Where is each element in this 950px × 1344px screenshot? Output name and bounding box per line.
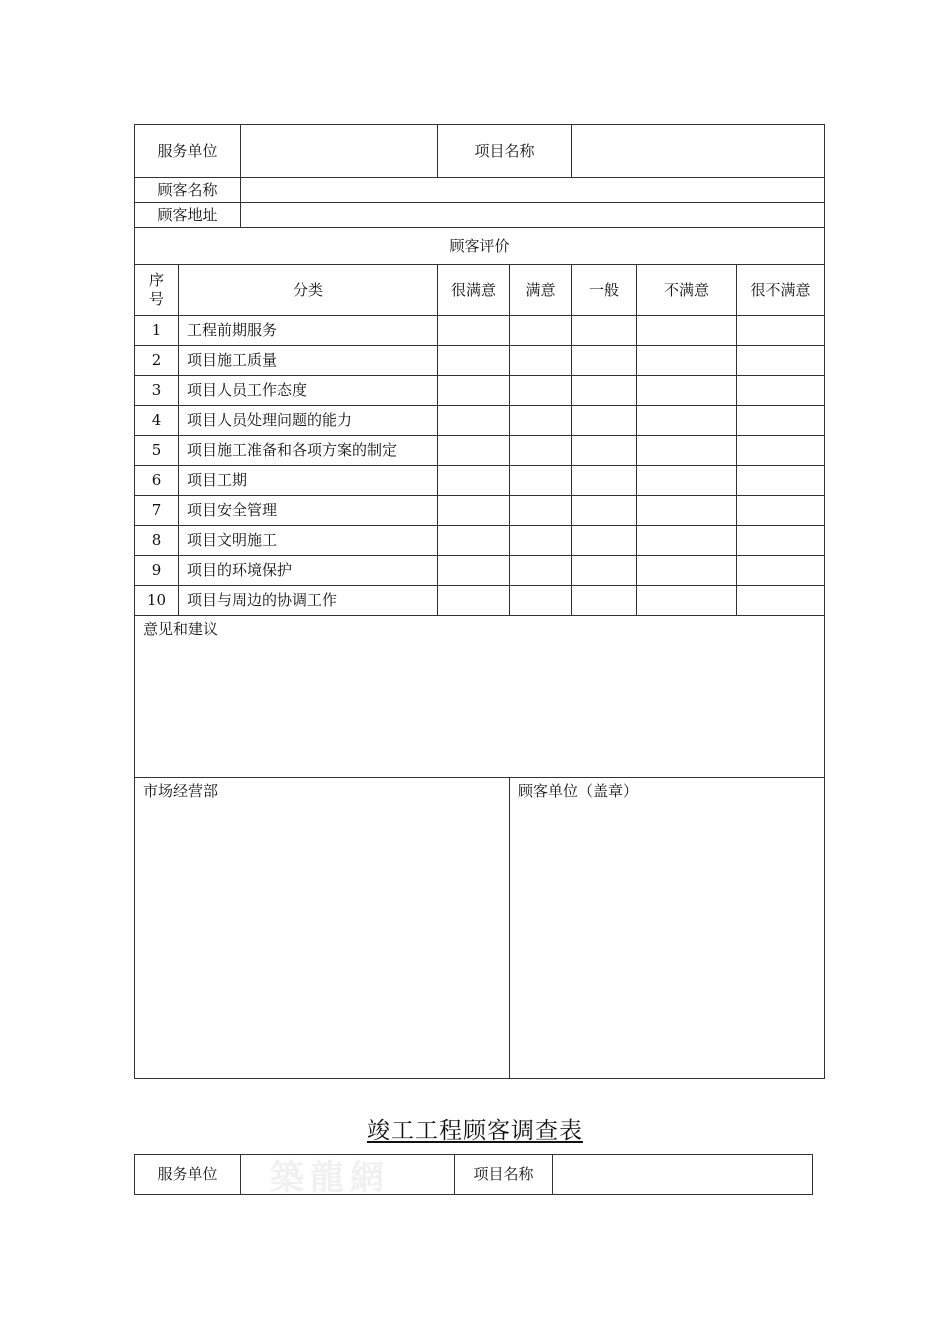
rating-cell[interactable] <box>737 436 825 466</box>
rating-cell[interactable] <box>572 556 637 586</box>
rating-cell[interactable] <box>510 406 572 436</box>
rating-cell[interactable] <box>510 556 572 586</box>
row-number: 10 <box>135 586 179 616</box>
rating-cell[interactable] <box>737 376 825 406</box>
evaluation-row <box>135 466 825 496</box>
row-category: 项目人员工作态度 <box>179 376 438 406</box>
row-category: 项目与周边的协调工作 <box>179 586 438 616</box>
rating-cell[interactable] <box>572 586 637 616</box>
rating-cell[interactable] <box>637 436 737 466</box>
evaluation-heading: 顾客评价 <box>135 228 825 265</box>
rating-cell[interactable] <box>438 316 510 346</box>
rating-cell[interactable] <box>637 496 737 526</box>
row-category: 项目文明施工 <box>179 526 438 556</box>
rating-cell[interactable] <box>572 376 637 406</box>
evaluation-row <box>135 496 825 526</box>
rating-cell[interactable] <box>438 406 510 436</box>
row-category: 项目安全管理 <box>179 496 438 526</box>
rating-cell[interactable] <box>737 316 825 346</box>
rating-cell[interactable] <box>637 526 737 556</box>
col-header-satisfied: 满意 <box>510 265 572 316</box>
second-form-table <box>134 1154 813 1195</box>
rating-cell[interactable] <box>572 406 637 436</box>
rating-cell[interactable] <box>438 436 510 466</box>
rating-cell[interactable] <box>737 466 825 496</box>
row-number: 4 <box>135 406 179 436</box>
row-number: 2 <box>135 346 179 376</box>
rating-cell[interactable] <box>737 556 825 586</box>
evaluation-row <box>135 436 825 466</box>
rating-cell[interactable] <box>572 526 637 556</box>
evaluation-row <box>135 316 825 346</box>
service-unit-value[interactable] <box>241 125 438 178</box>
rating-cell[interactable] <box>572 316 637 346</box>
form-title: 竣工工程顾客调查表 <box>367 1118 583 1144</box>
rating-cell[interactable] <box>737 346 825 376</box>
row-category: 项目的环境保护 <box>179 556 438 586</box>
rating-cell[interactable] <box>737 496 825 526</box>
evaluation-rows <box>135 316 825 616</box>
rating-cell[interactable] <box>438 586 510 616</box>
evaluation-row <box>135 526 825 556</box>
rating-cell[interactable] <box>637 316 737 346</box>
rating-cell[interactable] <box>572 496 637 526</box>
rating-cell[interactable] <box>510 376 572 406</box>
rating-cell[interactable] <box>737 526 825 556</box>
rating-cell[interactable] <box>572 346 637 376</box>
evaluation-row <box>135 556 825 586</box>
rating-cell[interactable] <box>737 586 825 616</box>
rating-cell[interactable] <box>438 526 510 556</box>
row-number: 6 <box>135 466 179 496</box>
rating-cell[interactable] <box>737 406 825 436</box>
rating-cell[interactable] <box>637 556 737 586</box>
rating-cell[interactable] <box>510 586 572 616</box>
customer-name-value[interactable] <box>241 178 825 203</box>
row-number: 1 <box>135 316 179 346</box>
rating-cell[interactable] <box>510 526 572 556</box>
rating-cell[interactable] <box>637 346 737 376</box>
project-name-label: 项目名称 <box>438 125 572 178</box>
customer-survey-table <box>134 124 825 1079</box>
row-category: 项目施工质量 <box>179 346 438 376</box>
rating-cell[interactable] <box>637 406 737 436</box>
watermark-logo: 築龍網 <box>270 1158 390 1198</box>
suggestions-cell[interactable] <box>135 616 825 778</box>
customer-name-label: 顾客名称 <box>135 178 241 203</box>
rating-cell[interactable] <box>637 466 737 496</box>
project-name-value[interactable] <box>572 125 825 178</box>
second-service-unit-label: 服务单位 <box>135 1155 241 1195</box>
service-unit-label: 服务单位 <box>135 125 241 178</box>
rating-cell[interactable] <box>510 346 572 376</box>
row-number: 8 <box>135 526 179 556</box>
market-dept-label: 市场经营部 <box>143 782 219 800</box>
rating-cell[interactable] <box>637 376 737 406</box>
col-header-category: 分类 <box>179 265 438 316</box>
suggestions-label: 意见和建议 <box>143 620 219 638</box>
rating-cell[interactable] <box>510 436 572 466</box>
col-header-very-satisfied: 很满意 <box>438 265 510 316</box>
row-category: 项目施工准备和各项方案的制定 <box>179 436 438 466</box>
evaluation-row <box>135 346 825 376</box>
rating-cell[interactable] <box>510 466 572 496</box>
evaluation-row <box>135 586 825 616</box>
evaluation-row <box>135 406 825 436</box>
customer-address-value[interactable] <box>241 203 825 228</box>
rating-cell[interactable] <box>438 496 510 526</box>
row-category: 工程前期服务 <box>179 316 438 346</box>
evaluation-row <box>135 376 825 406</box>
col-header-no-line2: 号 <box>148 290 164 308</box>
second-project-name-value[interactable] <box>553 1155 813 1195</box>
row-number: 7 <box>135 496 179 526</box>
second-service-unit-value[interactable] <box>241 1155 455 1195</box>
row-number: 5 <box>135 436 179 466</box>
rating-cell[interactable] <box>637 586 737 616</box>
col-header-no-line1: 序 <box>148 271 164 290</box>
customer-address-label: 顾客地址 <box>135 203 241 228</box>
rating-cell[interactable] <box>438 466 510 496</box>
rating-cell[interactable] <box>438 376 510 406</box>
rating-cell[interactable] <box>572 466 637 496</box>
row-category: 项目人员处理问题的能力 <box>179 406 438 436</box>
rating-cell[interactable] <box>438 346 510 376</box>
row-number: 3 <box>135 376 179 406</box>
col-header-very-dissatisfied: 很不满意 <box>737 265 825 316</box>
rating-cell[interactable] <box>510 316 572 346</box>
row-number: 9 <box>135 556 179 586</box>
row-category: 项目工期 <box>179 466 438 496</box>
customer-seal-label: 顾客单位（盖章） <box>518 782 639 800</box>
second-project-name-label: 项目名称 <box>455 1155 553 1195</box>
rating-cell[interactable] <box>510 496 572 526</box>
col-header-dissatisfied: 不满意 <box>637 265 737 316</box>
customer-seal-cell[interactable] <box>510 778 825 1079</box>
col-header-no <box>135 265 179 316</box>
col-header-average: 一般 <box>572 265 637 316</box>
market-dept-cell[interactable] <box>135 778 510 1079</box>
rating-cell[interactable] <box>572 436 637 466</box>
rating-cell[interactable] <box>438 556 510 586</box>
